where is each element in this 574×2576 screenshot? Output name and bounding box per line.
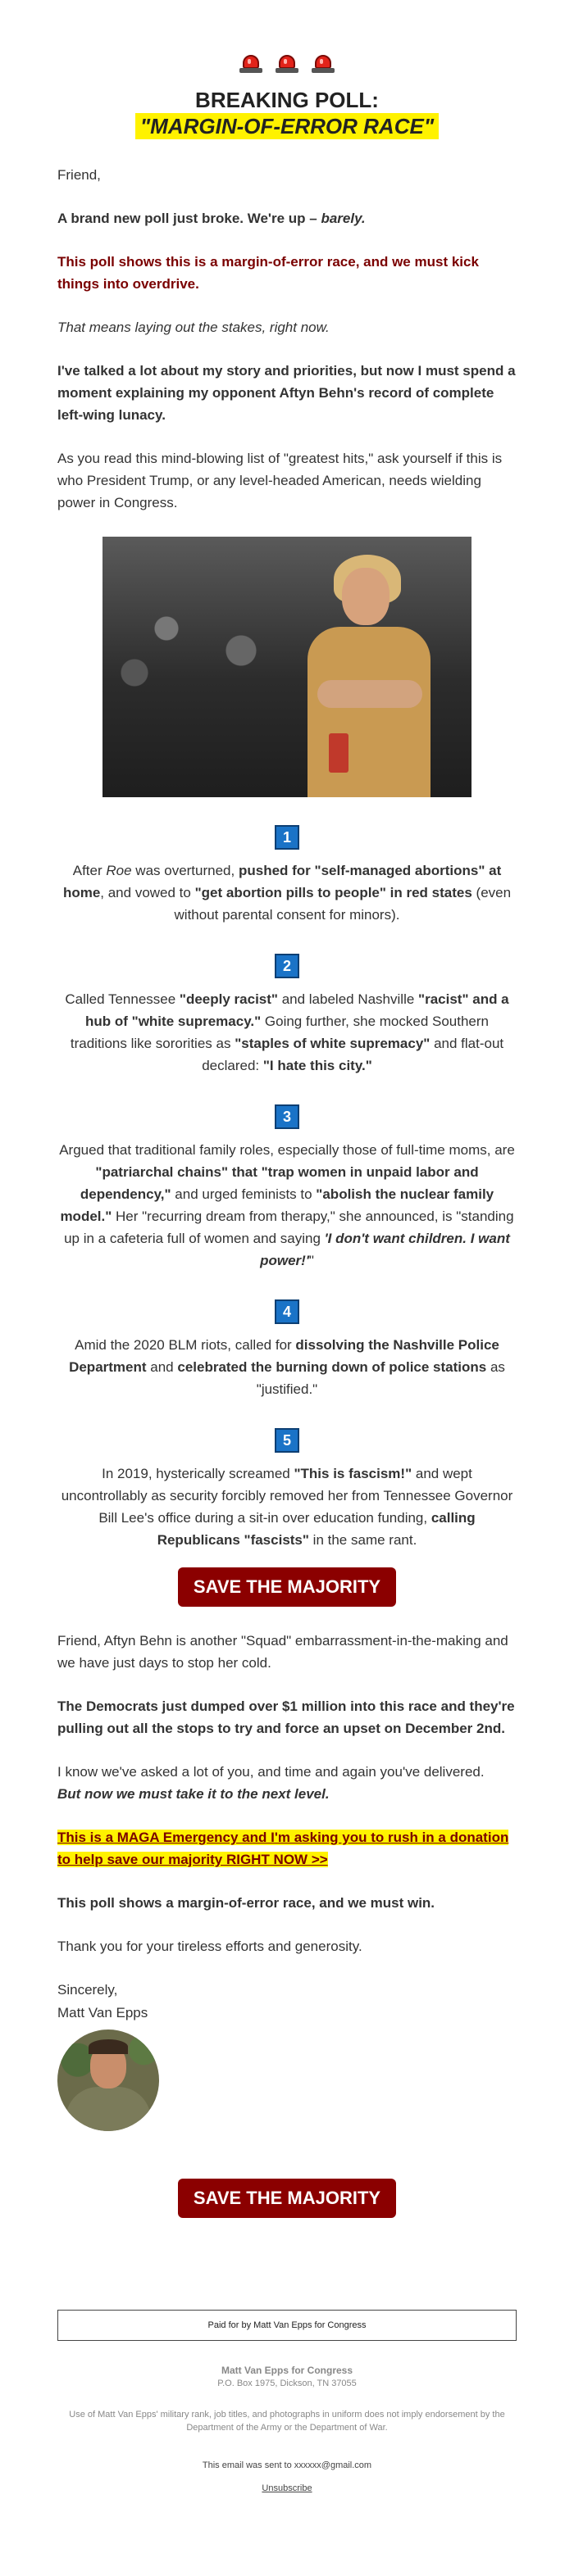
next-level-paragraph xyxy=(57,1761,517,1805)
item-number-badge: 1 xyxy=(275,825,299,850)
hit-text-part: and urged feminists to xyxy=(171,1186,317,1202)
hit-text-part: , and vowed to xyxy=(100,885,195,900)
signature-block xyxy=(57,1979,517,2131)
hit-text-part: "patriarchal chains" that "trap women in unpaid labor and dependency," xyxy=(80,1164,479,1202)
item-number-badge: 3 xyxy=(275,1104,299,1129)
greeting: Friend, xyxy=(57,167,101,183)
item-number-badge: 5 xyxy=(275,1428,299,1453)
police-siren-icon xyxy=(239,53,263,73)
hit-text-part: and wept uncontrollably as security forcibly removed her from Tennessee Governor Bill Lee's office during a sit-in over education funding, xyxy=(61,1466,513,1526)
hit-text xyxy=(57,1334,517,1400)
hit-text-part: "get abortion pills to people" in red states xyxy=(194,885,472,900)
squad-paragraph: Friend, Aftyn Behn is another "Squad" embarrassment-in-the-making and we have just days to stop her cold. xyxy=(57,1633,508,1671)
hit-text-part: calling Republicans "fascists" xyxy=(157,1510,476,1548)
democrats-paragraph: The Democrats just dumped over $1 million into this race and they're pulling out all the stops to try and force an upset on December 2nd. xyxy=(57,1698,515,1736)
next-level-emphasis: But now we must take it to the next level. xyxy=(57,1786,330,1802)
closing: Sincerely, xyxy=(57,1982,118,1998)
poll-text: A brand new poll just broke. We're up – xyxy=(57,211,321,226)
greatest-hits-paragraph: As you read this mind-blowing list of "greatest hits," ask yourself if this is who President Trump, or any level-headed American, needs wielding power in Congress. xyxy=(57,451,503,510)
hit-text-part: and flat-out declared: xyxy=(202,1036,504,1073)
hit-text-part: Roe xyxy=(106,863,132,878)
poll-paragraph xyxy=(57,207,517,229)
hit-text-part: Her "recurring dream from therapy," she announced, is "standing up in a cafeteria full of women and saying xyxy=(64,1209,514,1246)
hits-list xyxy=(57,825,517,1551)
candidate-avatar xyxy=(57,2030,159,2131)
item-number-badge: 2 xyxy=(275,954,299,978)
hit-text-part: "I hate this city." xyxy=(262,1058,372,1073)
headline-line1: BREAKING POLL: xyxy=(195,88,379,112)
thanks-paragraph: Thank you for your tireless efforts and generosity. xyxy=(57,1939,362,1954)
footer-org: Matt Van Epps for Congress xyxy=(221,2365,353,2376)
save-majority-button[interactable]: SAVE THE MAJORITY xyxy=(178,1567,396,1607)
hit-item xyxy=(57,954,517,1077)
email-body xyxy=(57,0,517,2495)
hit-text-part: After xyxy=(72,863,107,878)
hit-text-part: and xyxy=(146,1359,178,1375)
hit-text-part: as "justified." xyxy=(256,1359,505,1397)
save-majority-button-bottom[interactable]: SAVE THE MAJORITY xyxy=(178,2179,396,2218)
police-siren-icon xyxy=(311,53,335,73)
headline-line2: "MARGIN-OF-ERROR RACE" xyxy=(135,113,439,139)
hit-text-part: "deeply racist" xyxy=(179,991,278,1007)
hit-text-part: pushed for "self-managed abortions" at home xyxy=(62,863,502,900)
hit-text-part: "racist" and a hub of "white supremacy." xyxy=(85,991,509,1029)
margin-of-error-paragraph: This poll shows this is a margin-of-error race, and we must kick things into overdrive. xyxy=(57,254,479,292)
donation-paragraph xyxy=(57,1826,517,1871)
hit-text-part: 'I don't want children. I want power!' xyxy=(260,1231,510,1268)
paid-for-box: Paid for by Matt Van Epps for Congress xyxy=(57,2310,517,2341)
hit-text-part: "staples of white supremacy" xyxy=(235,1036,430,1051)
footer-sent-to: This email was sent to xxxxxx@gmail.com xyxy=(202,2460,372,2470)
next-level-text: I know we've asked a lot of you, and time and again you've delivered. xyxy=(57,1764,485,1780)
signer-name: Matt Van Epps xyxy=(57,2005,148,2020)
footer xyxy=(57,2364,517,2495)
hit-text-part: (even without parental consent for minors). xyxy=(174,885,512,923)
item-number-badge: 4 xyxy=(275,1299,299,1324)
hit-text-part: Going further, she mocked Southern traditions like sororities as xyxy=(70,1014,489,1051)
hit-text-part: "This is fascism!" xyxy=(294,1466,412,1481)
hit-item xyxy=(57,1104,517,1272)
hit-text-part: in the same rant. xyxy=(308,1532,417,1548)
hit-text xyxy=(57,1463,517,1551)
hit-item xyxy=(57,825,517,926)
hit-text-part: "abolish the nuclear family model." xyxy=(60,1186,494,1224)
opponent-paragraph: I've talked a lot about my story and priorities, but now I must spend a moment explaining my opponent Aftyn Behn's record of complete left-wing lunacy. xyxy=(57,363,516,423)
footer-address: P.O. Box 1975, Dickson, TN 37055 xyxy=(217,2379,357,2388)
hit-text-part: and labeled Nashville xyxy=(277,991,419,1007)
poll-emphasis: barely. xyxy=(321,211,366,226)
hit-text-part: celebrated the burning down of police stations xyxy=(177,1359,487,1375)
footer-legal: Use of Matt Van Epps' military rank, job titles, and photographs in uniform does not imply endorsement by the Department of the Army or the Department of War. xyxy=(69,2410,505,2433)
siren-row xyxy=(57,49,517,82)
hit-text xyxy=(57,859,517,926)
stakes-paragraph: That means laying out the stakes, right now. xyxy=(57,320,330,335)
donation-link[interactable]: This is a MAGA Emergency and I'm asking you to rush in a donation to help save our majority RIGHT NOW >> xyxy=(57,1830,509,1867)
hit-text-part: was overturned, xyxy=(131,863,239,878)
hit-text-part: " xyxy=(308,1253,314,1268)
hit-text-part: In 2019, hysterically screamed xyxy=(102,1466,294,1481)
hit-text-part: Amid the 2020 BLM riots, called for xyxy=(75,1337,296,1353)
hit-text-part: Argued that traditional family roles, especially those of full-time moms, are xyxy=(59,1142,515,1158)
hit-text xyxy=(57,1139,517,1272)
unsubscribe-link[interactable]: Unsubscribe xyxy=(262,2483,312,2493)
hit-item xyxy=(57,1428,517,1551)
headline xyxy=(57,87,517,139)
hit-text xyxy=(57,988,517,1077)
hit-item xyxy=(57,1299,517,1400)
must-win-paragraph: This poll shows a margin-of-error race, and we must win. xyxy=(57,1895,435,1911)
police-siren-icon xyxy=(275,53,299,73)
hit-text-part: dissolving the Nashville Police Department xyxy=(69,1337,499,1375)
opponent-photo xyxy=(102,537,472,797)
hit-text-part: Called Tennessee xyxy=(65,991,180,1007)
